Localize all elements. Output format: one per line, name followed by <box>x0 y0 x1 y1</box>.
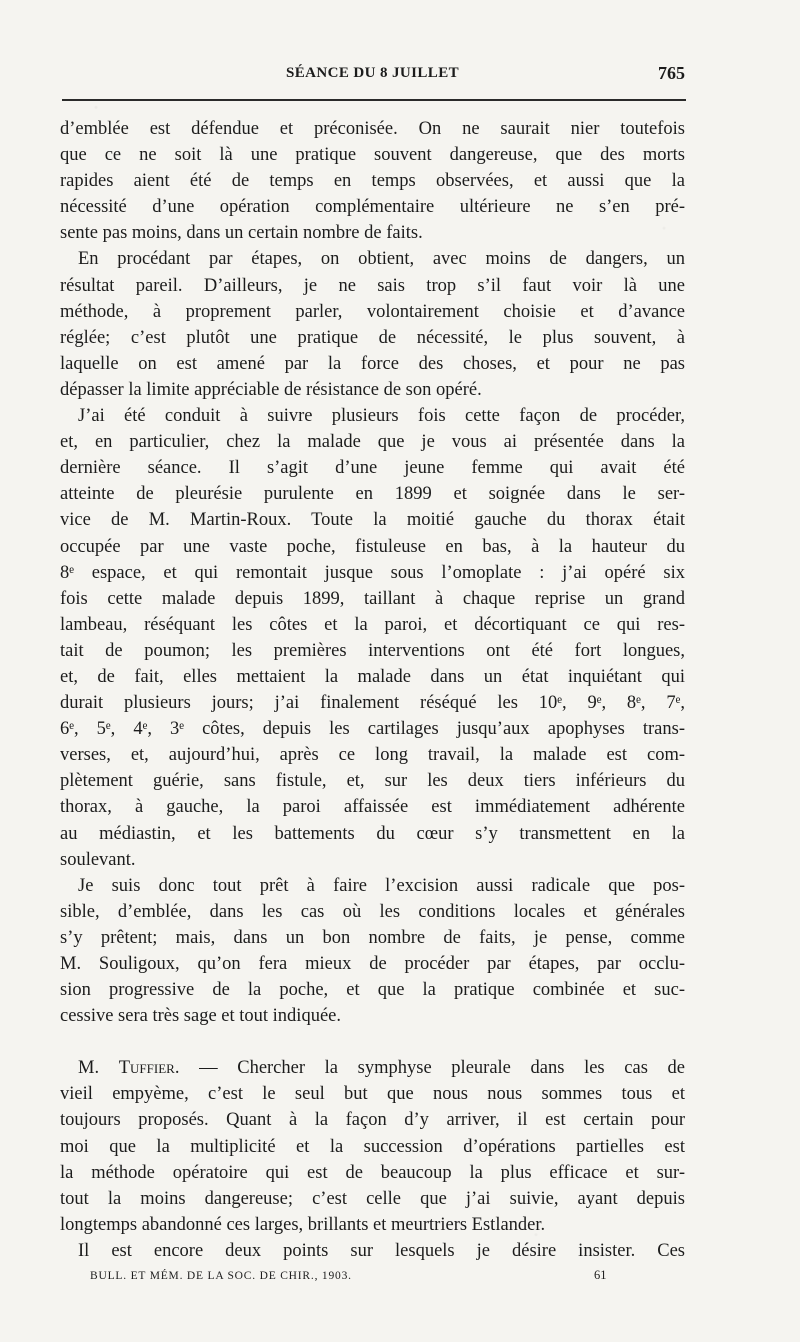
tuffier-line-3: toujours proposés. Quant à la façon d’y arriver, il est certain pour <box>60 1110 685 1131</box>
text-line-20: lambeau, réséquant les côtes et la paroi, et décortiquant ce qui res- <box>60 614 685 635</box>
tuffier-opening-text: . — Chercher la symphyse pleurale dans les cas de <box>174 1058 685 1079</box>
text-line-3: rapides aient été de temps en temps observées, et aussi que la <box>60 171 685 192</box>
running-head <box>60 62 685 86</box>
tuffier-line-7: longtemps abandonné ces larges, brillants et meurtriers Estlander. <box>60 1214 546 1235</box>
text-line-12: J’ai été conduit à suivre plusieurs fois cette façon de procéder, <box>78 406 685 427</box>
page-title: SÉANCE DU 8 JUILLET <box>285 65 460 81</box>
text-line-32: s’y prêtent; mais, dans un bon nombre de faits, je pense, comme <box>60 927 685 948</box>
text-line-27: thorax, à gauche, la paroi affaissée est immédiatement adhérente <box>60 797 685 818</box>
text-line-6: En procédant par étapes, on obtient, avec moins de dangers, un <box>78 249 685 270</box>
text-line-18: 8ᵉ espace, et qui remontait jusque sous l’omoplate : j’ai opéré six <box>60 562 685 583</box>
text-line-14: dernière séance. Il s’agit d’une jeune femme qui avait été <box>60 458 685 479</box>
text-line-8: méthode, à proprement parler, volontairement choisie et d’avance <box>60 301 685 322</box>
signature-number: 61 <box>594 1268 607 1282</box>
text-line-34: sion progressive de la poche, et que la pratique combinée et suc- <box>60 980 685 1001</box>
header-rule <box>62 99 686 101</box>
text-line-10: laquelle on est amené par la force des choses, et pour ne pas <box>60 353 685 374</box>
text-line-26: plètement guérie, sans fistule, et, sur les deux tiers inférieurs du <box>60 771 685 792</box>
text-line-19: fois cette malade depuis 1899, taillant à chaque reprise un grand <box>60 588 685 609</box>
text-line-7: résultat pareil. D’ailleurs, je ne sais trop s’il faut voir là une <box>60 275 685 296</box>
tuffier-first-line <box>60 1055 685 1081</box>
text-line-30: Je suis donc tout prêt à faire l’excision aussi radicale que pos- <box>78 875 685 896</box>
tuffier-line-5: la méthode opératoire qui est de beaucoup la plus efficace et sur- <box>60 1162 685 1183</box>
text-line-21: tait de poumon; les premières interventions ont été fort longues, <box>60 640 685 661</box>
body-text <box>60 116 685 1264</box>
page-number: 765 <box>658 63 685 83</box>
text-line-33: M. Souligoux, qu’on fera mieux de procéder par étapes, par occlu- <box>60 954 685 974</box>
text-line-1: d’emblée est défendue et préconisée. On ne saurait nier toutefois <box>60 119 685 139</box>
text-line-31: sible, d’emblée, dans les cas où les conditions locales et générales <box>60 901 685 922</box>
text-line-35: cessive sera très sage et tout indiquée. <box>60 1006 341 1027</box>
tuffier-line-4: moi que la multiplicité et la succession d’opérations partielles est <box>60 1136 685 1157</box>
speaker-name: Tuffier <box>118 1058 175 1079</box>
tuffier-line-2: vieil empyème, c’est le seul but que nous nous sommes tous et <box>60 1084 685 1105</box>
text-line-15: atteinte de pleurésie purulente en 1899 et soignée dans le ser- <box>60 484 685 505</box>
text-line-13: et, en particulier, chez la malade que je vous ai présentée dans la <box>60 432 685 453</box>
text-line-28: au médiastin, et les battements du cœur s’y transmettent en la <box>60 823 685 844</box>
text-line-4: nécessité d’une opération complémentaire ultérieure ne s’en pré- <box>60 197 685 218</box>
text-line-2: que ce ne soit là une pratique souvent dangereuse, que des morts <box>60 145 685 166</box>
text-line-24: 6ᵉ, 5ᵉ, 4ᵉ, 3ᵉ côtes, depuis les cartilages jusqu’aux apophyses trans- <box>60 719 685 740</box>
tuffier-prefix: M. <box>78 1058 119 1079</box>
footer-citation: BULL. ET MÉM. DE LA SOC. DE CHIR., 1903. <box>90 1270 352 1282</box>
text-line-17: occupée par une vaste poche, fistuleuse en bas, à la hauteur du <box>60 536 685 557</box>
text-line-22: et, de fait, elles mettaient la malade dans un état inquiétant qui <box>60 666 685 687</box>
text-line-29: soulevant. <box>60 849 136 870</box>
tuffier-line-8: Il est encore deux points sur lesquels je désire insister. Ces <box>78 1240 685 1261</box>
text-line-23: durait plusieurs jours; j’ai finalement réséqué les 10ᵉ, 9ᵉ, 8ᵉ, 7ᵉ, <box>60 693 685 714</box>
text-line-11: dépasser la limite appréciable de résistance de son opéré. <box>60 379 482 400</box>
text-line-5: sente pas moins, dans un certain nombre de faits. <box>60 223 423 244</box>
tuffier-line-6: tout la moins dangereuse; c’est celle que j’ai suivie, ayant depuis <box>60 1188 685 1209</box>
text-line-25: verses, et, aujourd’hui, après ce long travail, la malade est com- <box>60 745 685 766</box>
paragraph-spacer <box>60 1029 685 1055</box>
text-line-9: réglée; c’est plutôt une pratique de nécessité, le plus souvent, à <box>60 327 685 348</box>
text-line-16: vice de M. Martin-Roux. Toute la moitié gauche du thorax était <box>60 510 685 531</box>
